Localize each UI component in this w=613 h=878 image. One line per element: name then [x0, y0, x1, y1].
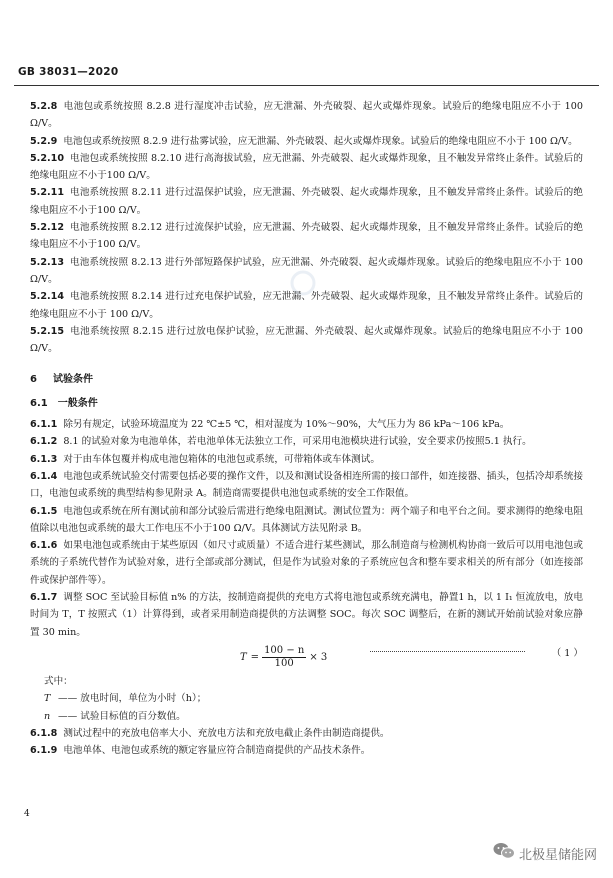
page-number: 4 [24, 809, 30, 819]
variable-definition: n —— 试验目标值的百分数值。 [44, 710, 186, 722]
section-heading: 6.1 一般条件 [30, 397, 98, 409]
clauses-6-1 [30, 416, 583, 641]
formula-number: （ 1 ） [551, 647, 583, 659]
clause-6-1-1: 6.1.1 除另有规定，试验环境温度为 22 ℃±5 ℃，相对湿度为 10%～90%，大气压力为 86 kPa～106 kPa。 [30, 419, 510, 431]
clause-5-2-15: 5.2.15 电池系统按照 8.2.15 进行过放电保护试验，应无泄漏、外壳破裂、起火或爆炸现象。试验后的绝缘电阻应不小于 100 Ω/V。 [30, 325, 583, 355]
watermark-text: 北极星储能网 [518, 847, 597, 863]
formula-numerator: 100 − n [264, 644, 305, 656]
wechat-watermark-icon [493, 842, 519, 864]
formula-fraction [262, 645, 306, 670]
formula-lhs: T [240, 651, 247, 663]
clause-6-1-5: 6.1.5 电池包或系统在所有测试前和部分试验后需进行绝缘电阻测试。测试位置为：两个端子和电平台之间。要求测得的绝缘电阻值除以电池包或系统的最大工作电压不小于100 Ω/V。具体测试方法见附录 B。 [30, 505, 583, 534]
standard-code-header: GB 38031—2020 [18, 66, 119, 78]
clause-5-2-12: 5.2.12 电池系统按照 8.2.12 进行过流保护试验，应无泄漏、外壳破裂、起火或爆炸现象，且不触发异常终止条件。试验后的绝缘电阻应不小于100 Ω/V。 [30, 222, 583, 251]
clause-6-1-9: 6.1.9 电池单体、电池包或系统的额定容量应符合制造商提供的产品技术条件。 [30, 745, 371, 757]
formula-equals: = [250, 651, 260, 663]
clause-6-1-3: 6.1.3 对于由车体包覆并构成电池包箱体的电池包或系统，可带箱体或车体测试。 [30, 453, 380, 465]
clause-5-2-11: 5.2.11 电池系统按照 8.2.11 进行过温保护试验，应无泄漏、外壳破裂、起火或爆炸现象，且不触发异常终止条件。试验后的绝缘电阻应不小于100 Ω/V。 [30, 187, 583, 216]
formula-leader-dots [370, 651, 525, 652]
clause-6-1-4: 6.1.4 电池包或系统试验交付需要包括必要的操作文件，以及和测试设备相连所需的接口部件，如连接器、插头，包括冷却系统接口，电池包或系统的典型结构参见附录 A。制造商需要提供电池包或系统的安全工作限值。 [30, 470, 583, 500]
source-watermark [493, 842, 597, 864]
clause-6-1-2: 6.1.2 8.1 的试验对象为电池单体，若电池单体无法独立工作，可采用电池模块进行试验，安全要求仍按照5.1 执行。 [30, 436, 532, 448]
formula-times: × 3 [309, 651, 328, 663]
clause-5-2-14: 5.2.14 电池系统按照 8.2.14 进行过充电保护试验，应无泄漏、外壳破裂、起火或爆炸现象，且不触发异常终止条件。试验后的绝缘电阻应不小于 100 Ω/V。 [30, 291, 583, 320]
formula-denominator: 100 [274, 657, 294, 669]
variable-definition: T —— 放电时间，单位为小时（h）； [44, 693, 207, 705]
chapter-heading: 6 试验条件 [30, 374, 93, 386]
header-rule [14, 85, 599, 86]
clause-5-2-10: 5.2.10 电池包或系统按照 8.2.10 进行高海拔试验，应无泄漏、外壳破裂、起火或爆炸现象，且不触发异常终止条件。试验后的绝缘电阻应不小于100 Ω/V。 [30, 152, 583, 182]
formula-1 [30, 643, 583, 671]
clause-6-1-8: 6.1.8 测试过程中的充放电倍率大小、充放电方法和充放电截止条件由制造商提供。 [30, 727, 390, 739]
document-body [30, 98, 583, 759]
where-label: 式中： [44, 675, 73, 687]
formula-expression [240, 645, 327, 670]
clause-5-2-13: 5.2.13 电池系统按照 8.2.13 进行外部短路保护试验，应无泄漏、外壳破裂、起火或爆炸现象。试验后的绝缘电阻应不小于 100 Ω/V。 [30, 256, 583, 285]
clause-6-1-6: 6.1.6 如果电池包或系统由于某些原因（如尺寸或质量）不适合进行某些测试，那么制造商与检测机构协商一致后可以用电池包或系统的子系统代替作为试验对象，进行全部或部分测试，但是作为试验对象的子系统应包含和整车要求相关的所有部分（如连接部件或保护部件等）。 [30, 540, 583, 586]
clauses-5-2 [30, 98, 583, 357]
clause-6-1-7: 6.1.7 调整 SOC 至试验目标值 n% 的方法，按制造商提供的充电方式将电池包或系统充满电，静置1 h，以 1 I₁ 恒流放电，放电时间为 T，T 按照式（1）计算得到，或者采用制造商提供的方法调整 SOC。每次 SOC 调整后，在新的测试开始前试验对象应静置 30 min。 [30, 592, 583, 638]
clause-5-2-9: 5.2.9 电池包或系统按照 8.2.9 进行盐雾试验，应无泄漏、外壳破裂、起火或爆炸现象。试验后的绝缘电阻应不小于 100 Ω/V。 [30, 135, 578, 147]
clause-5-2-8: 5.2.8 电池包或系统按照 8.2.8 进行湿度冲击试验，应无泄漏、外壳破裂、起火或爆炸现象。试验后的绝缘电阻应不小于 100 Ω/V。 [30, 101, 583, 130]
